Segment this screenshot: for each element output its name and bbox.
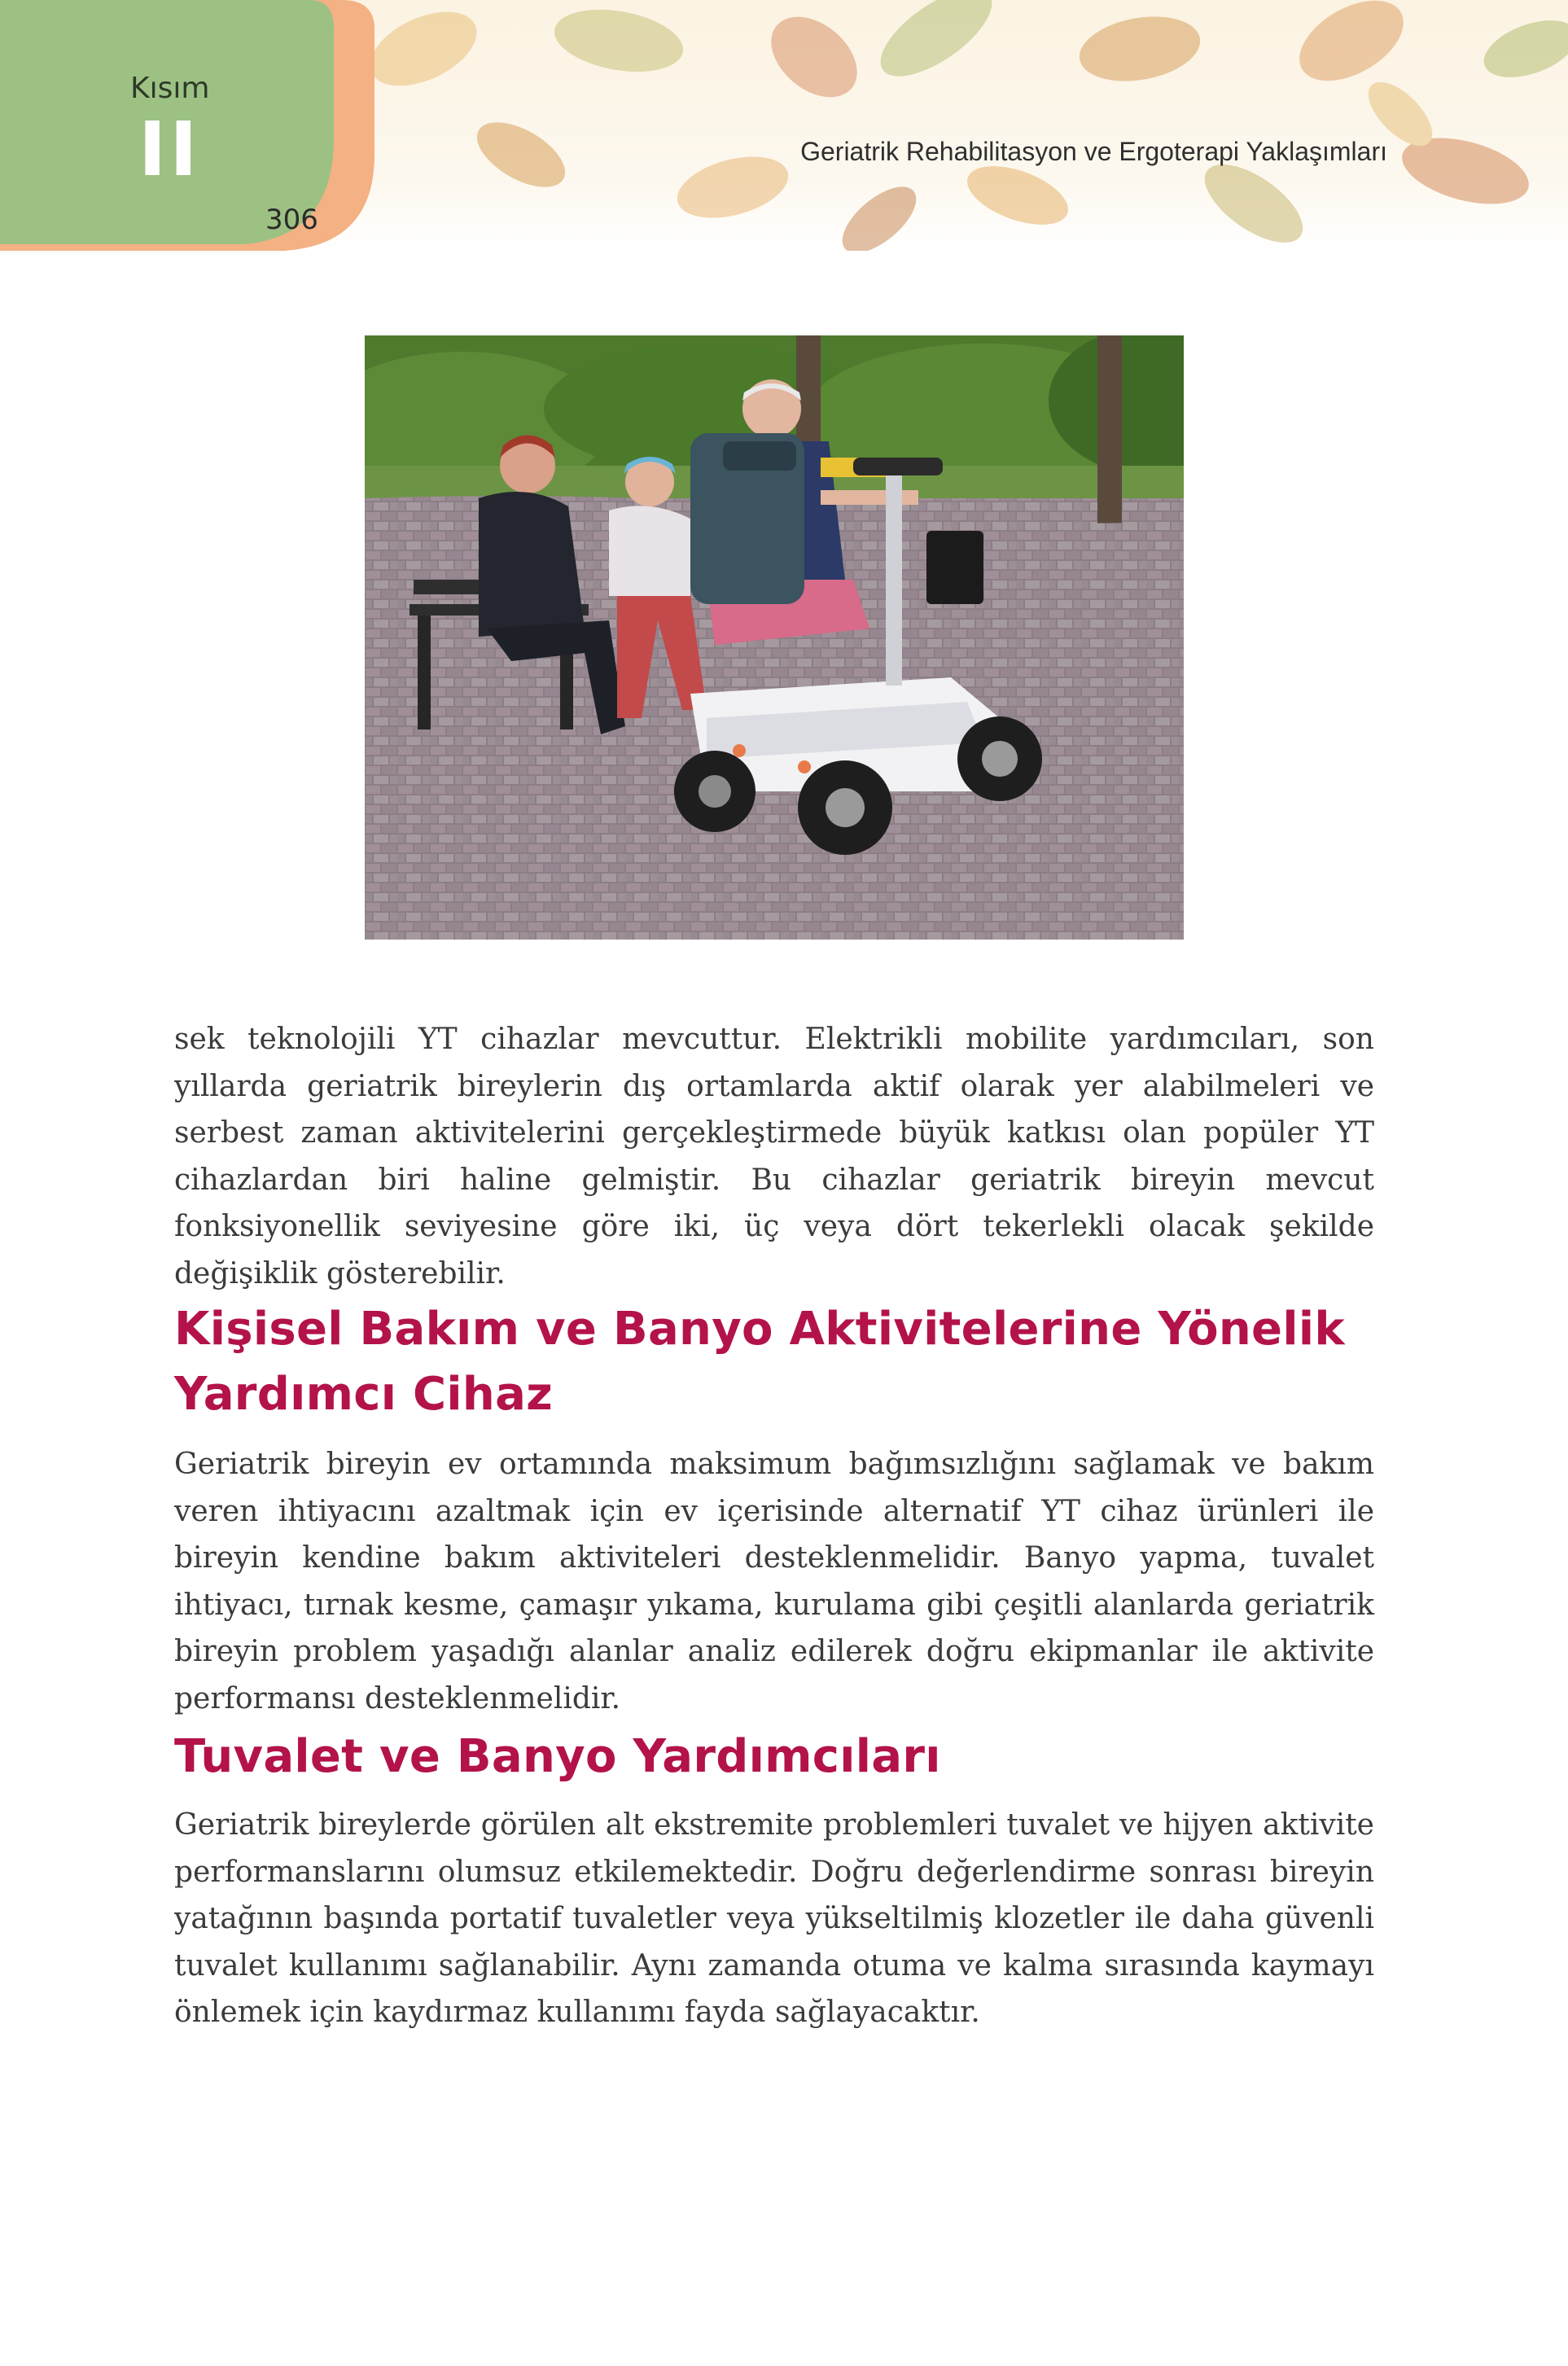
running-title: Geriatrik Rehabilitasyon ve Ergoterapi Yaklaşımları: [800, 137, 1387, 166]
section2-paragraph: Geriatrik bireylerde görülen alt ekstremite problemleri tuvalet ve hijyen aktivite performanslarını olumsuz etkilemektedir. Doğru değerlendirme sonrası bireyin yatağının başında portatif tuvaletler veya yükseltilmiş klozetler ile daha güvenli tuvalet kullanımı sağlanabilir. Aynı zamanda otuma ve kalma sırasında kaymayı önlemek için kaydırmaz kullanımı fayda sağlayacaktır.: [174, 1808, 1374, 2029]
part-label: Kısım: [130, 72, 210, 105]
section2-body-block: [174, 1802, 1374, 2036]
section1-body-block: [174, 1441, 1374, 1722]
page-number: 306: [265, 204, 318, 236]
section-heading-toilet-bath: Tuvalet ve Banyo Yardımcıları: [174, 1730, 941, 1783]
intro-paragraph: sek teknolojili YT cihazlar mevcuttur. Elektrikli mobilite yardımcıları, son yıllarda geriatrik bireylerin dış ortamlarda aktif olarak yer alabilmeleri ve serbest zaman aktivitelerini gerçekleştirmede büyük katkısı olan popüler YT cihazlardan biri haline gelmiştir. Bu cihazlar geriatrik bireyin mevcut fonksiyonellik seviyesine göre iki, üç veya dört tekerlekli olacak şekilde değişiklik gösterebilir.: [174, 1023, 1374, 1290]
page-header: [0, 0, 1568, 251]
part-numeral: II: [138, 106, 201, 193]
section1-paragraph: Geriatrik bireyin ev ortamında maksimum bağımsızlığını sağlamak ve bakım veren ihtiyacını azaltmak için ev içerisinde alternatif YT cihaz ürünleri ile bireyin kendine bakım aktiviteleri desteklenmelidir. Banyo yapma, tuvalet ihtiyacı, tırnak kesme, çamaşır yıkama, kurulama gibi çeşitli alanlarda geriatrik bireyin problem yaşadığı alanlar analiz edilerek doğru ekipmanlar ile aktivite performansı desteklenmelidir.: [174, 1448, 1374, 1715]
section-heading-personal-care: Kişisel Bakım ve Banyo Aktivitelerine Yönelik Yardımcı Cihaz: [174, 1303, 1345, 1421]
intro-paragraph-block: [174, 1016, 1374, 1297]
mobility-scooter-photo: [365, 335, 1184, 940]
